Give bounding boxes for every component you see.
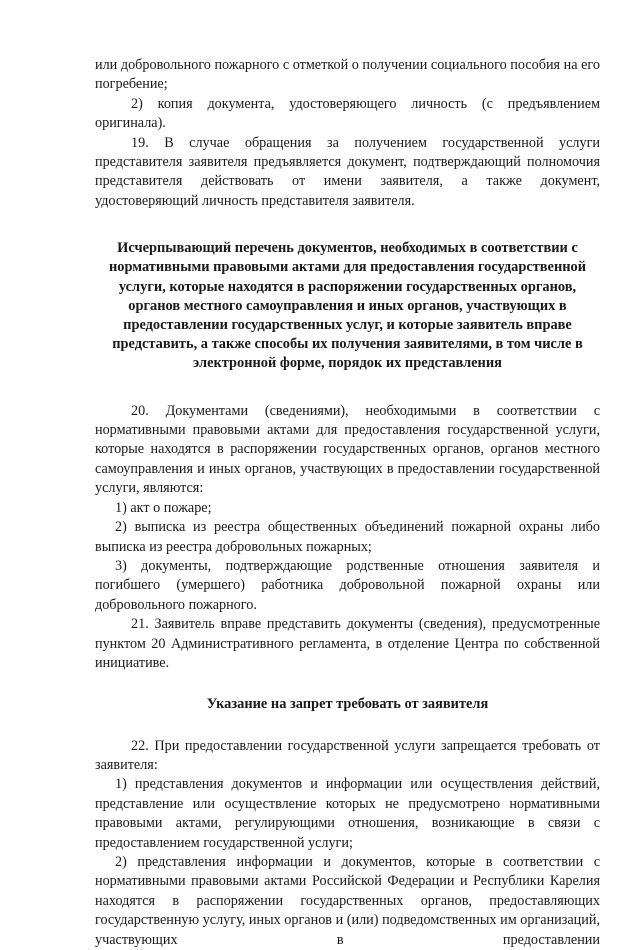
paragraph-item-2: 2) копия документа, удостоверяющего личность (с предъявлением оригинала).	[95, 95, 600, 132]
paragraph-21: 21. Заявитель вправе представить документы (сведения), предусмотренные пунктом 20 Административного регламента, в отделение Центра по собственной инициативе.	[95, 616, 600, 671]
list-item-20-2: 2) выписка из реестра общественных объединений пожарной охраны либо выписка из реестра добровольных пожарных;	[95, 519, 600, 555]
spacer	[95, 211, 600, 239]
section-heading-documents: Исчерпывающий перечень документов, необходимых в соответствии с нормативными правовыми актами для предоставления государственной услуги, которые находятся в распоряжении государственных органов, органов местного самоуправления и иных органов, участвующих в предоставлении государственных услуг, и которые заявитель вправе представить, а также способы их получения заявителями, в том числе в электронной форме, порядок их представления	[108, 240, 587, 372]
list-item-22-1: 1) представления документов и информации или осуществления действий, представление или осуществление которых не предусмотрено нормативными правовыми актами, регулирующими отношения, возникающие в связи с предоставлением государственной услуги;	[95, 776, 600, 851]
list-item-20-3: 3) документы, подтверждающие родственные отношения заявителя и погибшего (умершего) работника добровольной пожарной охраны или добровольного пожарного.	[95, 557, 600, 613]
section-heading-prohibition: Указание на запрет требовать от заявителя	[206, 696, 489, 713]
list-item-22-2: 2) представления информации и документов, которые в соответствии с нормативными правовыми актами Российской Федерации и Республики Карелия находятся в распоряжении государственных органов, предоставляющих государственную услугу, иных органов и (или) подведомственных им организаций, участвующих в предоставлении	[95, 854, 600, 948]
paragraph-continuation: или добровольного пожарного с отметкой о получении социального пособия на его погребение;	[95, 57, 600, 93]
spacer	[95, 715, 600, 737]
spacer	[95, 374, 600, 402]
list-item-20-1: 1) акт о пожаре;	[115, 499, 212, 516]
spacer	[95, 673, 600, 695]
paragraph-22: 22. При предоставлении государственной услуги запрещается требовать от заявителя:	[95, 737, 600, 773]
paragraph-20: 20. Документами (сведениями), необходимыми в соответствии с нормативными правовыми актами для предоставления государственной услуги, которые находятся в распоряжении государственных органов, органов местного самоуправления и иных органов, участвующих в предоставлении государственной услуги, являются:	[95, 402, 600, 497]
document-page	[95, 56, 600, 950]
paragraph-19: 19. В случае обращения за получением государственной услуги представителя заявителя предъявляется документ, подтверждающий полномочия представителя действовать от имени заявителя, а также документ, удостоверяющий личность представителя заявителя.	[95, 134, 600, 209]
